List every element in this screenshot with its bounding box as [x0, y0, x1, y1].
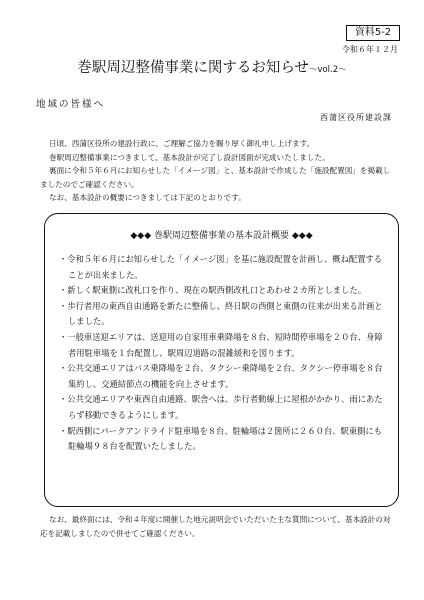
- intro-paragraph: 裏面に令和５年６月にお知らせした「イメージ図」と、基本設計で作成した「施設配置図」を掲載しましたのでご確認ください。: [40, 166, 391, 189]
- page-title: [0, 58, 424, 80]
- summary-item: ・歩行者用の東西自由通路を新たに整備し、終日駅の西側と東側の往来が出来る計画としました。: [59, 300, 383, 327]
- summary-item: ・駅西側にパークアンドライド駐車場を８台、駐輪場は２箇所に２６０台、駅東側にも駐輪場９８台を配置いたしました。: [59, 425, 383, 452]
- summary-item: ・公共交通エリアはバス乗降場を２台、タクシー乗降場を２台、タクシー停車場を８台集約し、交通結節点の機能を向上させます。: [59, 363, 383, 389]
- summary-item: ・一般車送迎エリアは、送迎用の自家用車乗降場を８台、短時間停車場を２０台、身障者用駐車場を１台配置し、駅周辺道路の混雑緩和を図ります。: [59, 331, 383, 358]
- title-main: 巻駅周辺整備事業に関するお知らせ: [77, 60, 309, 76]
- summary-item: ・新しく駅東側に改札口を作り、現在の駅西側改札口とあわせ２カ所としました。: [59, 285, 366, 296]
- issue-date: 令和６年１２月: [342, 45, 398, 54]
- title-volume: ～vol.2～: [308, 65, 347, 75]
- summary-item: ・公共交通エリアや東西自由通路、駅舎へは、歩行者動線上に屋根がかかり、雨にあたらず移動できるようにします。: [59, 394, 383, 420]
- summary-title: ◆◆◆ 巻駅周辺整備事業の基本設計概要 ◆◆◆: [130, 231, 313, 241]
- document-label: 資料5-2: [346, 25, 400, 41]
- intro-text: [40, 137, 395, 205]
- summary-list: [59, 252, 389, 455]
- closing-text: [40, 513, 395, 540]
- addressee: 地域の皆様へ: [36, 99, 106, 110]
- sender: 西蒲区役所建設課: [320, 113, 392, 122]
- intro-paragraph: なお、基本設計の概要につきましては下記のとおりです。: [49, 193, 246, 203]
- closing-paragraph: なお、最終面には、令和４年度に開催した地元説明会でいただいた主な質問について、基本設計の対応を記載しましたので併せてご確認ください。: [40, 515, 391, 538]
- intro-paragraph: 日頃、西蒲区役所の建設行政に、ご理解ご協力を賜り厚く御礼申し上げます。: [49, 139, 315, 148]
- summary-item: ・令和５年６月にお知らせした「イメージ図」を基に施設配置を計画し、概ね配置することが出来ました。: [59, 254, 383, 280]
- summary-box: [44, 213, 399, 507]
- intro-paragraph: 巻駅周辺整備事業につきまして、基本設計が完了し設計図面が完成いたしました。: [49, 152, 330, 162]
